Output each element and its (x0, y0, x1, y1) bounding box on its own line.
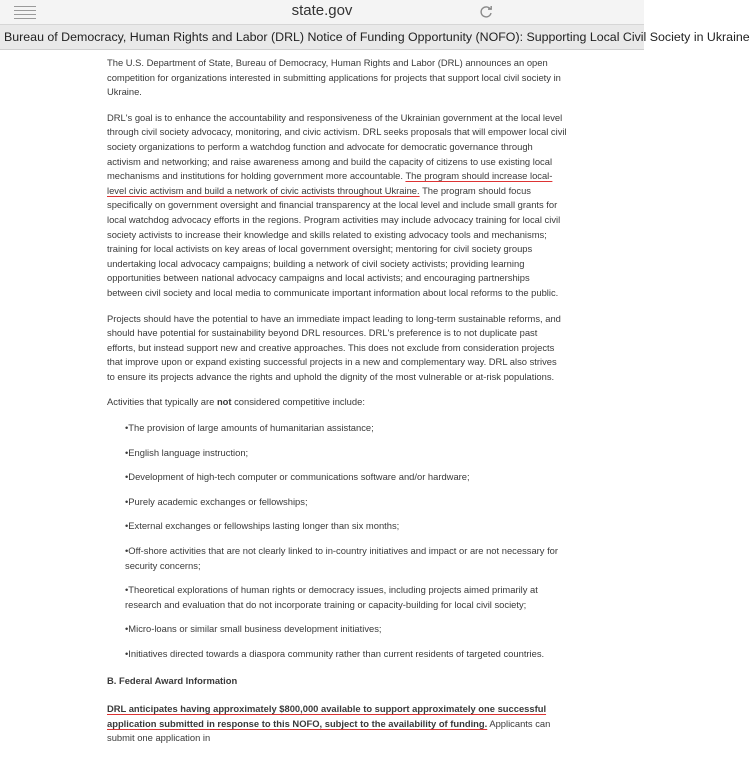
funding-highlight: DRL anticipates having approximately $800,000 available to support approximately one successful application submitted in response to this NOFO, subject to the availability of funding. (107, 703, 547, 729)
activities-intro: Activities that typically are not considered competitive include: (107, 396, 365, 408)
goal-paragraph (107, 111, 567, 301)
funding-text-tail: Applicants can submit one application in (107, 717, 551, 744)
list-item: • Development of high-tech computer or communications software and/or hardware; (125, 470, 567, 485)
highlighted-sentence: The program should increase local-level civic activism and build a network of civic activists throughout Ukraine. (107, 170, 553, 196)
list-item: • External exchanges or fellowships lasting longer than six months; (125, 519, 567, 534)
list-item: • Off-shore activities that are not clearly linked to in-country initiatives and impact or are not necessary for security concerns; (125, 544, 567, 573)
impact-paragraph: Projects should have the potential to have an immediate impact leading to long-term sustainable reforms, and should have potential for sustainability beyond DRL resources. DRL's preference is to not duplicate past efforts, but instead support new and creative approaches. This does not exclude from consideration projects that improve upon or expand existing successful projects in a new and complementary way. DRL also strives to ensure its projects advance the rights and uphold the dignity of the most vulnerable or at-risk populations. (107, 312, 561, 382)
funding-paragraph (107, 702, 567, 746)
not-emphasis: not (216, 396, 232, 408)
list-item: • Theoretical explorations of human rights or democracy issues, including projects aimed primarily at research and evaluation that do not incorporate training or capacity-building for local civil society; (125, 583, 567, 612)
list-item: • English language instruction; (125, 446, 567, 461)
intro-paragraph: The U.S. Department of State, Bureau of Democracy, Human Rights and Labor (DRL) announces an open competition for organizations interested in submitting applications for projects that support local civil society in Ukraine. (107, 57, 561, 98)
goal-text-end: The program should focus specifically on government oversight and financial transparency at the local level and include small grants for local watchdog advocacy efforts in the regions. Program activities may include advocacy training for local civil society activists to increase their knowledge and skills related to existing advocacy tools and mechanisms; training for local activists on key areas of local government oversight; mentoring for civil society groups undertaking local advocacy campaigns; building a network of civil society activists; providing learning opportunities between national advocacy campaigns and local activists; and encouraging partnerships between civil society and local media to communicate important information about local reforms to the public. (107, 184, 561, 298)
reload-icon[interactable] (478, 4, 494, 20)
list-item: • Purely academic exchanges or fellowships; (125, 495, 567, 510)
list-item: • Initiatives directed towards a diaspora community rather than current residents of targeted countries. (125, 647, 567, 662)
goal-text-start: DRL's goal is to enhance the accountability and responsiveness of the Ukrainian government at the local level through civil society advocacy, monitoring, and civic activism. DRL seeks proposals that will empower local civil society organizations to perform a watchdog function and advocate for democratic governance through activism and networking; and raise awareness among and build the capacity of citizens to use existing local mechanisms and institutions for holding government more accountable. (107, 111, 567, 182)
list-item: • The provision of large amounts of humanitarian assistance; (125, 421, 567, 436)
browser-toolbar (0, 0, 644, 25)
excluded-activities-list (107, 421, 567, 662)
document-body (107, 56, 567, 757)
list-item: • Micro-loans or similar small business development initiatives; (125, 622, 567, 637)
address-bar-url[interactable]: state.gov (291, 2, 353, 19)
page-title: Bureau of Democracy, Human Rights and Labor (DRL) Notice of Funding Opportunity (NOFO): Supporting Local Civil Society in Ukraine (0, 25, 644, 50)
section-heading: B. Federal Award Information (107, 674, 238, 686)
